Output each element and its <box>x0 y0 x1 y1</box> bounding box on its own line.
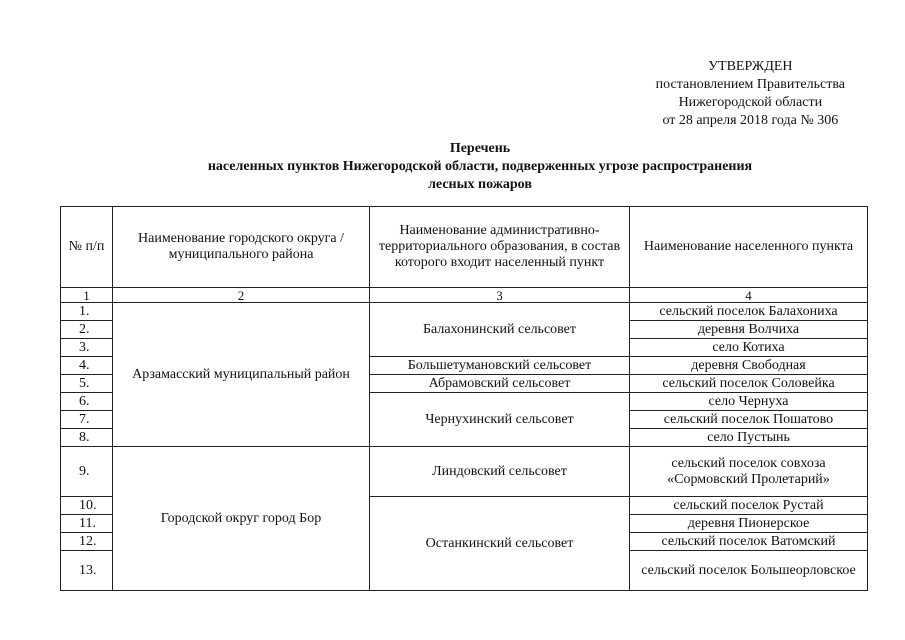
settlement-cell: деревня Волчиха <box>630 321 868 339</box>
column-number: 4 <box>630 288 868 303</box>
admin-cell: Линдовский сельсовет <box>370 447 630 497</box>
settlement-cell: сельский поселок Большеорловское <box>630 551 868 591</box>
district-cell: Арзамасский муниципальный район <box>113 303 370 447</box>
settlement-cell: сельский поселок Пошатово <box>630 411 868 429</box>
settlement-cell: село Котиха <box>630 339 868 357</box>
column-number-row <box>61 288 868 303</box>
column-number: 3 <box>370 288 630 303</box>
row-number: 6. <box>61 393 113 411</box>
column-number: 1 <box>61 288 113 303</box>
row-number: 4. <box>61 357 113 375</box>
row-number: 8. <box>61 429 113 447</box>
approval-line: постановлением Правительства <box>655 77 845 92</box>
settlements-table <box>60 206 868 591</box>
settlement-cell: село Чернуха <box>630 393 868 411</box>
title-line: Перечень <box>449 141 511 156</box>
title-line: лесных пожаров <box>428 177 532 192</box>
column-number: 2 <box>113 288 370 303</box>
settlement-cell: сельский поселок Балахониха <box>630 303 868 321</box>
row-number: 9. <box>61 447 113 497</box>
admin-cell: Балахонинский сельсовет <box>370 303 630 357</box>
admin-cell: Большетумановский сельсовет <box>370 357 630 375</box>
row-number: 13. <box>61 551 113 591</box>
header-district: Наименование городского округа / муниципального района <box>113 207 370 288</box>
admin-cell: Абрамовский сельсовет <box>370 375 630 393</box>
header-num: № п/п <box>61 207 113 288</box>
admin-cell: Останкинский сельсовет <box>370 497 630 591</box>
admin-cell: Чернухинский сельсовет <box>370 393 630 447</box>
district-cell: Городской округ город Бор <box>113 447 370 591</box>
approval-heading: УТВЕРЖДЕН <box>708 59 793 74</box>
document-title <box>160 140 800 194</box>
approval-date: от 28 апреля 2018 года № 306 <box>662 113 839 128</box>
settlement-cell: сельский поселок совхоза «Сормовский Пролетарий» <box>630 447 868 497</box>
table-row <box>61 447 868 497</box>
header-admin: Наименование административно-территориального образования, в состав которого входит населенный пункт <box>370 207 630 288</box>
row-number: 7. <box>61 411 113 429</box>
row-number: 11. <box>61 515 113 533</box>
header-settlement: Наименование населенного пункта <box>630 207 868 288</box>
settlement-cell: деревня Свободная <box>630 357 868 375</box>
settlement-cell: сельский поселок Соловейка <box>630 375 868 393</box>
row-number: 2. <box>61 321 113 339</box>
approval-line: Нижегородской области <box>678 95 823 110</box>
row-number: 1. <box>61 303 113 321</box>
row-number: 12. <box>61 533 113 551</box>
title-line: населенных пунктов Нижегородской области, подверженных угрозе распространения <box>207 159 753 174</box>
approval-stamp <box>656 58 845 130</box>
settlement-cell: сельский поселок Ватомский <box>630 533 868 551</box>
table-row <box>61 303 868 321</box>
row-number: 5. <box>61 375 113 393</box>
settlement-cell: сельский поселок Рустай <box>630 497 868 515</box>
table-header-row <box>61 207 868 288</box>
settlement-cell: село Пустынь <box>630 429 868 447</box>
settlement-cell: деревня Пионерское <box>630 515 868 533</box>
row-number: 3. <box>61 339 113 357</box>
row-number: 10. <box>61 497 113 515</box>
